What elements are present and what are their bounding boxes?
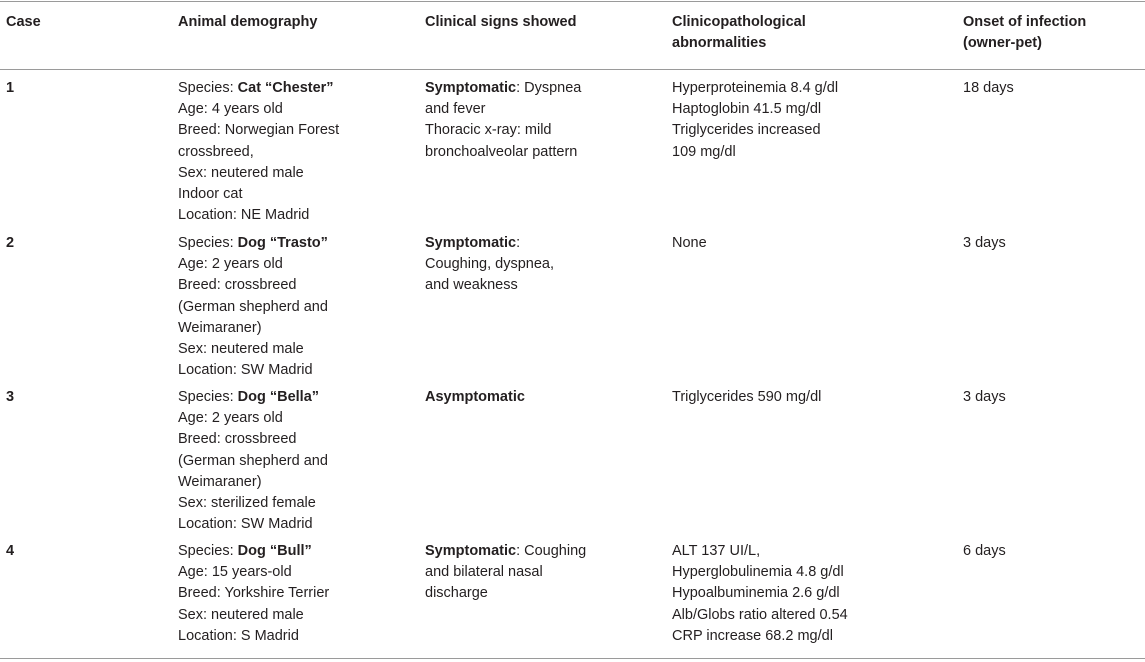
animal-demography — [178, 541, 329, 647]
table-bottom-rule — [0, 658, 1145, 659]
signs-line: Thoracic x-ray: mild — [425, 122, 552, 139]
species-line — [178, 78, 339, 99]
header-onset: Onset of infection (owner-pet) — [963, 14, 1087, 52]
header-clinical-signs: Clinical signs showed — [425, 14, 577, 30]
header-demography: Animal demography — [178, 14, 318, 30]
species-line — [178, 387, 328, 408]
signs-line: and bilateral nasal — [425, 564, 543, 581]
case-number: 3 — [6, 389, 15, 405]
signs-status: Symptomatic — [425, 235, 517, 251]
signs-rest: : Dyspnea — [516, 80, 582, 96]
clinicopathological-abnormalities — [672, 233, 707, 254]
abnormality-line: ALT 137 UI/L, — [672, 543, 761, 559]
species-label: Species: — [178, 389, 238, 405]
abnormality-line: Alb/Globs ratio altered 0.54 — [672, 606, 848, 623]
animal-demography — [178, 78, 339, 226]
signs-status: Symptomatic — [425, 80, 517, 96]
clinical-signs — [425, 387, 525, 408]
species-line — [178, 233, 328, 254]
abnormality-line: Hyperproteinemia 8.4 g/dl — [672, 80, 839, 96]
case-number: 4 — [6, 543, 15, 559]
species-value: Cat “Chester” — [237, 80, 334, 96]
demography-line: Sex: neutered male — [178, 164, 304, 181]
onset-of-infection: 18 days — [963, 80, 1014, 96]
signs-first-line — [425, 541, 586, 562]
header-clinicopathological: Clinicopathological abnormalities — [672, 14, 806, 52]
clinicopathological-abnormalities — [672, 78, 838, 163]
demography-line: Sex: neutered male — [178, 606, 304, 623]
demography-line: Location: SW Madrid — [178, 516, 313, 533]
clinicopathological-abnormalities — [672, 387, 821, 408]
abnormality-line: Hypoalbuminemia 2.6 g/dl — [672, 585, 840, 602]
clinical-signs — [425, 78, 581, 163]
demography-line: Breed: crossbreed — [178, 431, 297, 448]
demography-line: Weimaraner) — [178, 473, 262, 490]
onset-of-infection: 3 days — [963, 389, 1006, 405]
abnormality-line: Hyperglobulinemia 4.8 g/dl — [672, 564, 844, 581]
table-top-rule — [0, 1, 1145, 2]
signs-line: discharge — [425, 585, 488, 602]
species-label: Species: — [178, 543, 238, 559]
abnormality-line: CRP increase 68.2 mg/dl — [672, 627, 833, 644]
demography-line: Breed: crossbreed — [178, 277, 297, 294]
species-value: Dog “Trasto” — [237, 235, 328, 251]
signs-status: Symptomatic — [425, 543, 517, 559]
clinical-signs — [425, 541, 586, 605]
abnormality-line: Triglycerides increased — [672, 122, 821, 139]
signs-line: Coughing, dyspnea, — [425, 256, 554, 273]
case-number: 2 — [6, 235, 15, 251]
abnormality-line: Triglycerides 590 mg/dl — [672, 389, 822, 405]
signs-line: and weakness — [425, 277, 518, 294]
demography-line: Age: 4 years old — [178, 101, 283, 118]
header-rule — [0, 69, 1145, 70]
abnormality-line: 109 mg/dl — [672, 143, 736, 160]
case-number: 1 — [6, 80, 15, 96]
demography-line: (German shepherd and — [178, 452, 328, 469]
demography-line: Breed: Yorkshire Terrier — [178, 585, 330, 602]
species-value: Dog “Bella” — [237, 389, 320, 405]
signs-first-line — [425, 387, 525, 408]
demography-line: Location: SW Madrid — [178, 362, 313, 379]
animal-demography — [178, 387, 328, 535]
demography-line: Age: 2 years old — [178, 256, 283, 273]
clinical-signs — [425, 233, 554, 297]
demography-line: Age: 15 years-old — [178, 564, 292, 581]
demography-line: Location: NE Madrid — [178, 207, 310, 224]
abnormality-line: Haptoglobin 41.5 mg/dl — [672, 101, 822, 118]
demography-line: Indoor cat — [178, 186, 243, 203]
demography-line: Breed: Norwegian Forest — [178, 122, 340, 139]
onset-of-infection: 3 days — [963, 235, 1006, 251]
signs-status: Asymptomatic — [425, 389, 525, 405]
demography-line: Weimaraner) — [178, 319, 262, 336]
species-label: Species: — [178, 80, 238, 96]
onset-of-infection: 6 days — [963, 543, 1006, 559]
animal-demography — [178, 233, 328, 381]
clinicopathological-abnormalities — [672, 541, 848, 647]
species-value: Dog “Bull” — [237, 543, 312, 559]
demography-line: Sex: sterilized female — [178, 495, 316, 512]
signs-rest: : — [516, 235, 521, 251]
species-line — [178, 541, 329, 562]
abnormality-line: None — [672, 235, 707, 251]
signs-line: and fever — [425, 101, 486, 118]
species-label: Species: — [178, 235, 238, 251]
demography-line: (German shepherd and — [178, 298, 328, 315]
signs-line: bronchoalveolar pattern — [425, 143, 578, 160]
signs-rest: : Coughing — [516, 543, 587, 559]
demography-line: Age: 2 years old — [178, 410, 283, 427]
header-case: Case — [6, 14, 41, 30]
demography-line: crossbreed, — [178, 143, 254, 160]
demography-line: Location: S Madrid — [178, 627, 299, 644]
signs-first-line — [425, 78, 581, 99]
demography-line: Sex: neutered male — [178, 341, 304, 358]
signs-first-line — [425, 233, 554, 254]
